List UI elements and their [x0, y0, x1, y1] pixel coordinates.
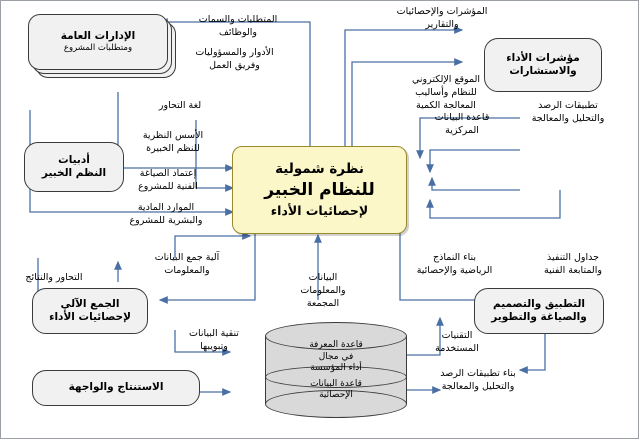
- label-indicators-reports: [382, 6, 502, 32]
- label-data-cleaning-line2: وتبويبها: [200, 340, 228, 352]
- center-line-2: للنظام الخبير: [264, 180, 375, 200]
- label-collection-mechanism-line1: آلية جمع البيانات: [154, 252, 220, 263]
- label-used-techniques-line1: التقنيات: [441, 330, 473, 341]
- label-dialogue-language: [140, 100, 220, 113]
- label-schedules-line1: جداول التنفيذ: [547, 252, 599, 263]
- node-application-design-line2: والصياغة والتطوير: [491, 311, 587, 323]
- label-electronic-site: [396, 74, 496, 112]
- label-used-techniques-line2: المستخدمة: [435, 342, 479, 354]
- label-indicators-reports-line1: المؤشرات والإحصائيات: [396, 6, 488, 17]
- label-material-human-resources: [116, 202, 216, 228]
- label-collected-data-line3: المجمعة: [306, 297, 340, 309]
- label-roles-responsibilities: [177, 47, 292, 73]
- node-inference-interface[interactable]: [32, 370, 200, 406]
- label-build-monitoring-apps: [412, 368, 544, 394]
- label-electronic-site-line2: للنظام وأساليب: [415, 86, 477, 98]
- label-roles-line2: وفريق العمل: [209, 59, 260, 71]
- label-dialogue-results-line1: التحاور والنتائج: [25, 272, 83, 283]
- label-build-monitoring-line1: بناء تطبيقات الرصد: [440, 368, 516, 379]
- node-expert-systems-literature[interactable]: [24, 142, 124, 192]
- db-top-line1: قاعدة المعرفة: [309, 340, 363, 350]
- label-roles-line1: الأدوار والمسؤوليات: [195, 47, 274, 58]
- node-general-administrations[interactable]: [28, 14, 178, 84]
- label-implementation-schedules: [518, 252, 628, 278]
- label-requirements-attributes: [178, 14, 298, 40]
- node-automated-collection-line1: الجمع الآلي: [60, 297, 120, 310]
- node-application-design-line1: التطبيق والتصميم: [493, 297, 586, 310]
- label-resources-line1: الموارد المادية: [137, 202, 195, 213]
- label-technical-line1: إعتماد الصياغة: [139, 168, 197, 179]
- label-resources-line2: والبشرية للمشروع: [129, 214, 203, 226]
- db-bottom-line2: الإحصائية: [319, 390, 353, 401]
- center-line-3: لإحصائيات الأداء: [270, 203, 369, 219]
- label-data-collection-mechanism: [132, 252, 242, 278]
- label-technical-line2: الفنية للمشروع: [138, 180, 198, 192]
- label-monitoring-apps-line1: تطبيقات الرصد: [538, 100, 598, 111]
- label-indicators-reports-line2: والتقارير: [425, 18, 459, 30]
- node-performance-indicators-line1: مؤشرات الأداء: [506, 51, 580, 64]
- label-central-database-line2: المركزية: [445, 124, 479, 136]
- label-central-database: [422, 112, 502, 138]
- node-performance-indicators[interactable]: [484, 38, 602, 92]
- node-expert-literature-line1: أدبيات: [58, 153, 90, 166]
- center-line-1: نظرة شمولية: [275, 161, 364, 178]
- db-top-line2: في مجال: [318, 351, 354, 362]
- label-theoretical-line2: للنظم الخبيرة: [146, 142, 200, 154]
- center-node[interactable]: [232, 146, 407, 234]
- cylinder-text: [265, 322, 407, 418]
- label-data-cleaning-line1: تنقية البيانات: [189, 328, 239, 339]
- label-model-building-line1: بناء النماذج: [432, 252, 477, 263]
- label-theoretical-line1: الأسس النظرية: [142, 130, 204, 141]
- label-collected-data-line1: البيانات: [308, 272, 338, 283]
- db-top-line3: أداء المؤسسة: [310, 363, 362, 374]
- label-electronic-site-line3: المعالجة الكمية: [416, 99, 476, 111]
- label-collected-data: [284, 272, 362, 310]
- label-dialogue-language-line1: لغة التحاور: [158, 100, 202, 111]
- label-theoretical-foundations: [128, 130, 218, 156]
- db-bottom-line1: قاعدة البيانات: [310, 378, 362, 389]
- knowledge-database-cylinder[interactable]: [265, 322, 407, 418]
- label-central-database-line1: قاعدة البيانات: [434, 112, 490, 123]
- node-performance-indicators-line2: والاستشارات: [509, 65, 577, 77]
- label-monitoring-apps: [508, 100, 628, 126]
- node-application-design[interactable]: [474, 288, 604, 334]
- label-model-building-line2: الرياضية والإحصائية: [416, 264, 493, 276]
- label-technical-formulation: [120, 168, 216, 194]
- node-inference-interface-line1: الاستنتاج والواجهة: [68, 381, 164, 394]
- label-collection-mechanism-line2: والمعلومات: [164, 264, 210, 276]
- label-requirements-line1: المتطلبات والسمات: [198, 14, 278, 25]
- label-build-monitoring-line2: والتحليل والمعالجة: [441, 380, 515, 392]
- label-requirements-line2: والوظائف: [219, 26, 257, 38]
- label-dialogue-results: [8, 272, 100, 285]
- node-expert-literature-line2: النظم الخبير: [41, 167, 107, 179]
- stack-sheet-front: [28, 14, 168, 70]
- node-general-administrations-line1: الإدارات العامة: [60, 30, 136, 43]
- label-electronic-site-line1: الموقع الإلكتروني: [411, 74, 480, 85]
- node-automated-collection-line2: لإحصائيات الأداء: [49, 311, 131, 323]
- node-automated-collection[interactable]: [32, 288, 148, 334]
- label-monitoring-apps-line2: والتحليل والمعالجة: [531, 112, 605, 124]
- node-general-administrations-line2: ومتطلبات المشروع: [63, 43, 133, 54]
- label-model-building: [397, 252, 512, 278]
- label-collected-data-line2: والمعلومات: [300, 284, 346, 296]
- label-used-techniques: [422, 330, 492, 356]
- label-schedules-line2: والمتابعة الفنية: [544, 264, 602, 276]
- label-data-cleaning: [172, 328, 256, 354]
